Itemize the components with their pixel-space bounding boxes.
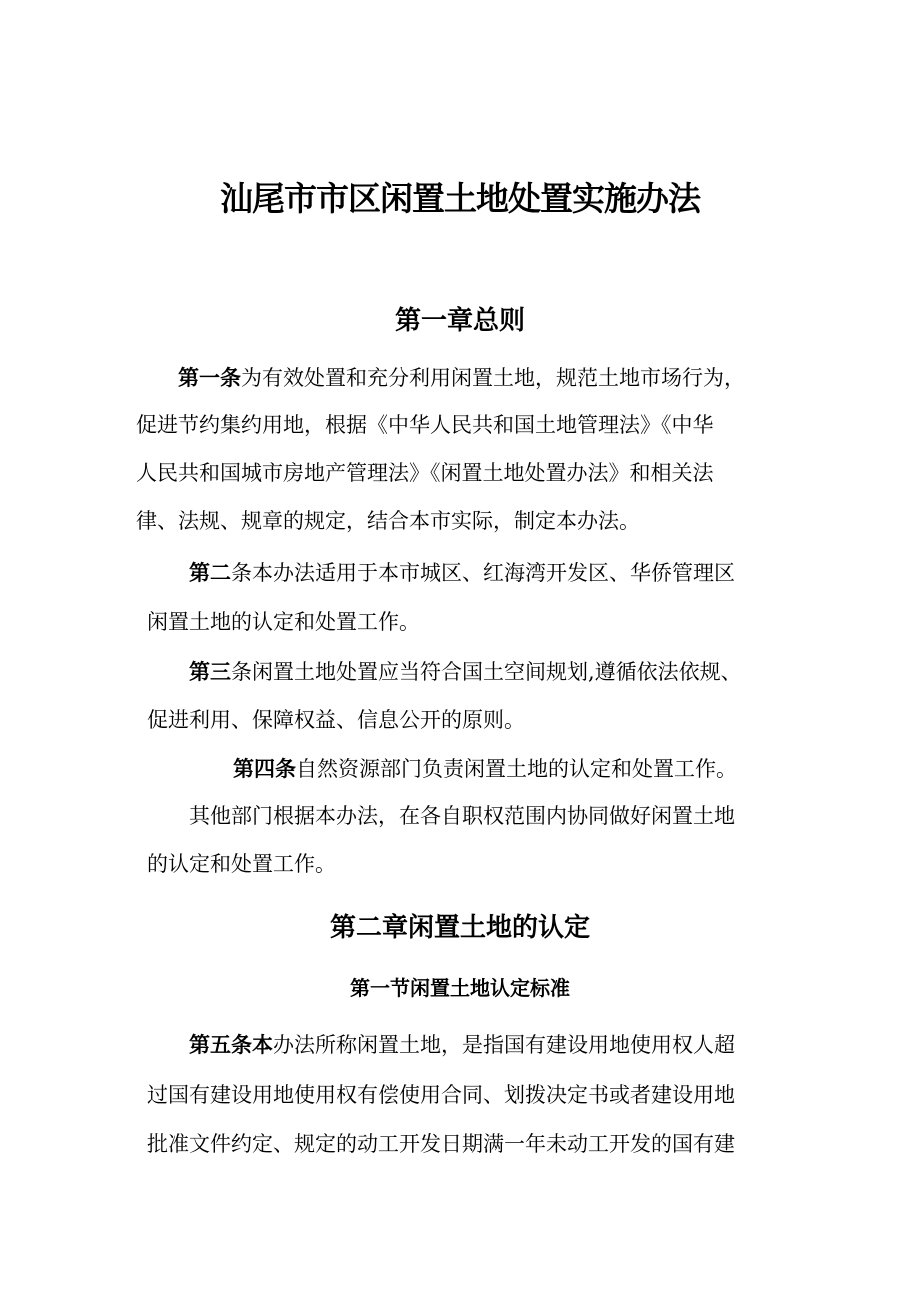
article-4-text-1: 自然资源部门负责闲置土地的认定和处置工作。: [296, 757, 737, 781]
article-1-label: 第一条: [178, 366, 241, 390]
article-2-text-1: 条本办法适用于本市城区、红海湾开发区、华侨管理区: [231, 561, 735, 585]
article-5-label: 第五条本: [189, 1033, 273, 1057]
article-3-text-1: 条闲置土地处置应当符合国土空间规划,遵循依法依规、: [231, 660, 742, 684]
chapter-2-heading: 第二章闲置土地的认定: [329, 913, 590, 943]
article-3-line-1: [189, 656, 742, 686]
article-2-line-2: 闲置土地的认定和处置工作。: [147, 610, 420, 634]
article-5-text-1: 办法所称闲置土地，是指国有建设用地使用权人超: [273, 1033, 735, 1057]
article-3-line-2: 促进利用、保障权益、信息公开的原则。: [147, 708, 525, 732]
article-5-line-3: 批准文件约定、规定的动工开发日期满一年未动工开发的国有建: [147, 1132, 735, 1156]
article-4-line-3: 的认定和处置工作。: [147, 852, 336, 876]
section-1-heading: 第一节闲置土地认定标准: [350, 976, 570, 1000]
article-4-line-1: [233, 753, 737, 783]
article-1-line-2: 促进节约集约用地，根据《中华人民共和国土地管理法》《中华: [136, 413, 714, 437]
article-5-line-2: 过国有建设用地使用权有偿使用合同、划拨决定书或者建设用地: [147, 1083, 735, 1107]
article-4-label: 第四条: [233, 757, 296, 781]
article-2-line-1: [189, 557, 735, 587]
document-title: 汕尾市市区闲置土地处置实施办法: [220, 179, 700, 218]
article-5-line-1: [189, 1029, 735, 1059]
article-1-line-4: 律、法规、规章的规定，结合本市实际，制定本办法。: [136, 509, 640, 533]
article-3-label: 第三: [189, 660, 231, 684]
article-1-text-1: 为有效处置和充分利用闲置土地，规范土地市场行为，: [241, 366, 745, 390]
article-4-line-2: 其他部门根据本办法，在各自职权范围内协同做好闲置土地: [189, 804, 735, 828]
article-1-line-3: 人民共和国城市房地产管理法》《闲置土地处置办法》和相关法: [136, 461, 714, 485]
article-2-label: 第二: [189, 561, 231, 585]
article-1-line-1: [178, 362, 745, 392]
chapter-1-heading: 第一章总则: [394, 306, 525, 336]
